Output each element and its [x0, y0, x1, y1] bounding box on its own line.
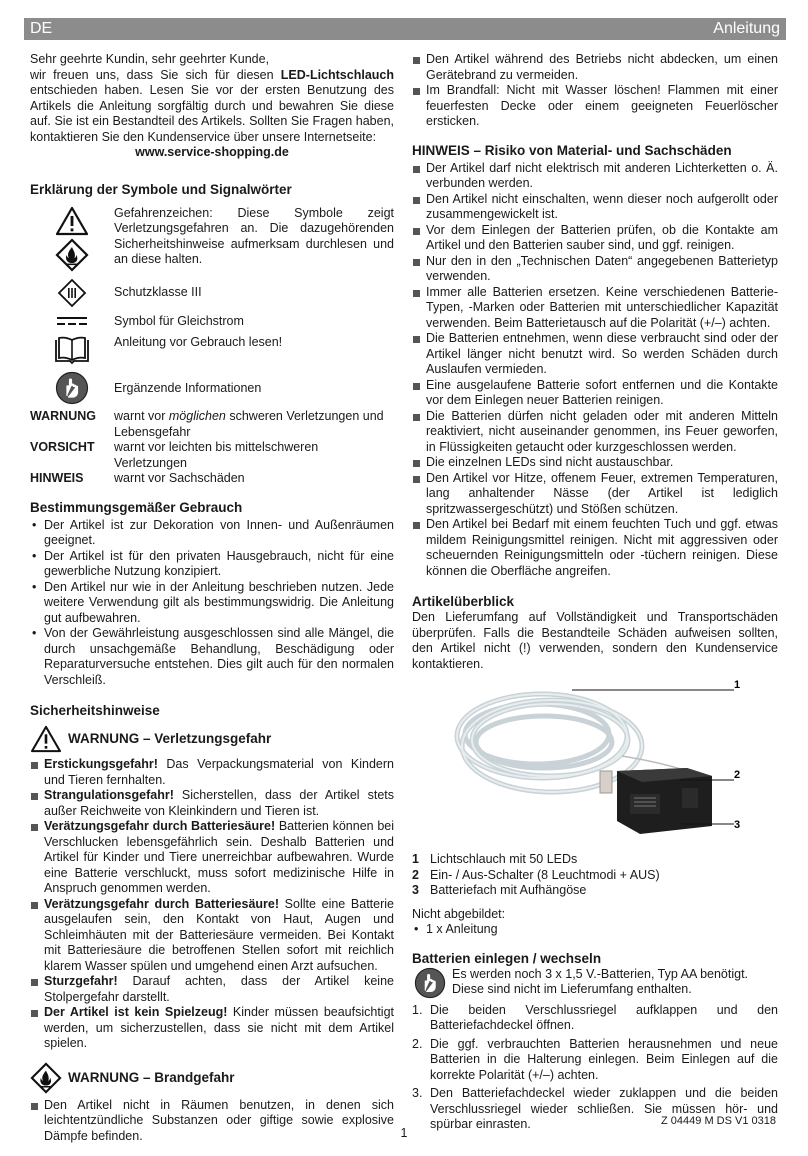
- product-name: LED-Lichtschlauch: [280, 67, 394, 82]
- symbols-heading: Erklärung der Symbole und Signalwörter: [30, 181, 292, 197]
- list-item: Den Artikel während des Betriebs nicht abdecken, um einen Gerätebrand zu vermeiden.: [412, 52, 778, 83]
- notice-list: [412, 161, 778, 580]
- list-item: Die einzelnen LEDs sind nicht austauschbar.: [412, 455, 778, 471]
- list-item: • Der Artikel ist für den privaten Hausgebrauch, nicht für eine gewerbliche Nutzung konzipiert.: [30, 549, 394, 580]
- list-item: Verätzungsgefahr durch Batteriesäure! Batterien können bei Verschlucken lebensgefährlich sein. Deshalb Batterien und Artikel für Kinder und Tiere unerreichbar aufbewahren. Wurde eine Batterie verschluckt, muss sofort medizinische Hilfe in Anspruch genommen werden.: [30, 819, 394, 897]
- signal-word-vorsicht: VORSICHT warnt vor leichten bis mittelschweren Verletzungen: [30, 440, 319, 470]
- warning-triangle-icon: [55, 206, 89, 236]
- intro-text: wir freuen uns, dass Sie sich für diesen LED-Lichtschlauch entschieden haben. Lesen Sie vor der ersten Benutzung des Artikels die Anleitung sorgfältig durch und bewahren Sie diese auf. Sie ist ein Bestandteil des Artikels. Sollten Sie Fragen haben, kontaktieren Sie den Kundenservice über unsere Internetseite:: [30, 67, 394, 144]
- battery-info: Es werden noch 3 x 1,5 V.-Batterien, Typ AA benötigt. Diese sind nicht im Lieferumfang enthalten.: [412, 967, 778, 999]
- list-item: Den Artikel vor Hitze, offenem Feuer, extremen Temperaturen, lang anhaltender Nässe (der Artikel ist lediglich spritzwassergeschützt) und Stößen schützen.: [412, 471, 778, 518]
- fire-hazard-icon: [30, 1062, 62, 1094]
- list-item: 1. Die beiden Verschlussriegel aufklappen und den Batteriefachdeckel öffnen.: [412, 1002, 778, 1032]
- symbol-text-hazard: Gefahrenzeichen: Diese Symbole zeigt Verletzungsgefahren an. Die dazugehörenden Sicherheitshinweise aufmerksam durchlesen und an diese halten.: [114, 205, 394, 266]
- symbol-row-info: [30, 371, 394, 405]
- legend-item: 3 Batteriefach mit Aufhängöse: [412, 883, 587, 897]
- list-item: Den Artikel nicht einschalten, wenn dieser noch aufgerollt oder zusammengewickelt ist.: [412, 192, 778, 223]
- page-header: [24, 18, 786, 40]
- product-image: [412, 676, 778, 846]
- page-number: 1: [400, 1126, 408, 1140]
- list-item: Die Batterien entnehmen, wenn diese verbraucht sind oder der Artikel länger nicht benutzt wird. So werden Schäden durch Auslaufen vermieden.: [412, 331, 778, 378]
- signal-word-hinweis: HINWEIS warnt vor Sachschäden: [30, 471, 245, 485]
- parts-legend: [412, 852, 778, 899]
- legend-item: 1 Lichtschlauch mit 50 LEDs: [412, 852, 578, 866]
- list-item: Den Artikel nicht in Räumen benutzen, in denen sich leichtentzündliche Substanzen oder giftige sowie explosive Dämpfe befinden.: [30, 1098, 394, 1145]
- symbol-row-dc: [30, 314, 394, 330]
- legend-item: 2 Ein- / Aus-Schalter (8 Leuchtmodi + AUS): [412, 867, 660, 882]
- header-title: Anleitung: [713, 20, 780, 37]
- symbol-row-protection: [30, 278, 394, 308]
- right-column: [412, 52, 778, 1133]
- language-label: DE: [30, 20, 53, 37]
- list-item: • Den Artikel nur wie in der Anleitung beschrieben nutzen. Jede weitere Verwendung gilt als bestimmungswidrig. Die Anleitung gut aufbewahren.: [30, 580, 394, 627]
- tube-connector: [600, 771, 612, 793]
- fire-hazard-icon: [55, 238, 89, 272]
- warning-fire-heading: WARNUNG – Brandgefahr: [30, 1062, 394, 1094]
- list-item: Eine ausgelaufene Batterie sofort entfernen und die Kontakte vor dem Einlegen neuer Batterien reinigen.: [412, 378, 778, 409]
- document-code: Z 04449 M DS V1 0318: [661, 1115, 776, 1127]
- list-item: Strangulationsgefahr! Sicherstellen, dass der Artikel stets außer Reichweite von Kleinkindern und Tieren ist.: [30, 788, 394, 819]
- read-manual-icon: [53, 335, 91, 365]
- list-item: • Der Artikel ist zur Dekoration von Innen- und Außenräumen geeignet.: [30, 518, 394, 549]
- list-item: Im Brandfall: Nicht mit Wasser löschen! Flammen mit einer feuerfesten Decke oder einem geeigneten Feuerlöscher ersticken.: [412, 83, 778, 130]
- list-item: Erstickungsgefahr! Das Verpackungsmaterial von Kindern und Tieren fernhalten.: [30, 757, 394, 788]
- symbol-text-manual: Anleitung vor Gebrauch lesen!: [114, 335, 283, 349]
- signal-word-warnung: WARNUNG warnt vor möglichen schweren Verletzungen und Lebensgefahr: [30, 409, 384, 439]
- not-shown-list: [412, 922, 778, 938]
- warning-triangle-icon: [30, 725, 62, 753]
- overview-heading: Artikelüberblick: [412, 594, 515, 609]
- direct-current-icon: [55, 314, 89, 328]
- list-item: Immer alle Batterien ersetzen. Keine verschiedenen Batterie-Typen, -Marken oder Batterien mit unterschiedlicher Kapazität verwenden. Beim Batterietausch auf die Polarität (+/–) achten.: [412, 285, 778, 332]
- warning-injury-heading: WARNUNG – Verletzungsgefahr: [30, 725, 394, 753]
- list-item: Vor dem Einlegen der Batterien prüfen, ob die Kontakte am Artikel und den Batterien sauber sind, und ggf. reinigen.: [412, 223, 778, 254]
- list-item: Der Artikel darf nicht elektrisch mit anderen Lichterketten o. Ä. verbunden werden.: [412, 161, 778, 192]
- website-link[interactable]: www.service-shopping.de: [135, 145, 289, 159]
- notice-heading: HINWEIS – Risiko von Material- und Sachschäden: [412, 142, 732, 158]
- led-tube-illustration: [412, 676, 778, 846]
- usage-heading: Bestimmungsgemäßer Gebrauch: [30, 499, 243, 515]
- fire-warnings-continued: [412, 52, 778, 130]
- list-item: Nur den in den „Technischen Daten“ angegebenen Batterietyp verwenden.: [412, 254, 778, 285]
- list-item: Die Batterien dürfen nicht geladen oder mit anderen Mitteln reaktiviert, nicht auseinander genommen, ins Feuer geworfen, in Flüssigkeiten getaucht oder kurzgeschlossen werden.: [412, 409, 778, 456]
- salutation: Sehr geehrte Kundin, sehr geehrter Kunde,: [30, 52, 270, 66]
- symbol-text-protection: Schutzklasse III: [114, 284, 202, 299]
- not-shown-label: Nicht abgebildet:: [412, 906, 506, 921]
- callout-1: 1: [734, 679, 741, 691]
- list-item: Der Artikel ist kein Spielzeug! Kinder müssen beaufsichtigt werden, um sicherzustellen, dass sie nicht mit dem Artikel spielen.: [30, 1005, 394, 1052]
- symbol-row-hazard: [30, 206, 394, 272]
- symbol-text-info: Ergänzende Informationen: [114, 381, 262, 395]
- battery-steps: [412, 1003, 778, 1133]
- callout-2: 2: [734, 769, 741, 781]
- protection-class-iii-icon: [57, 278, 87, 308]
- symbol-row-manual: [30, 335, 394, 365]
- batteries-heading: Batterien einlegen / wechseln: [412, 950, 602, 966]
- callout-3: 3: [734, 819, 741, 831]
- usage-list: [30, 518, 394, 689]
- list-item: Verätzungsgefahr durch Batteriesäure! Sollte eine Batterie ausgelaufen sein, den Kontakt von Haut, Augen und Schleimhäuten mit der Batteriesäure vermeiden. Bei Kontakt mit Batteriesäure die betroffenen Stellen sofort mit reichlich klarem Wasser spülen und umgehend einen Arzt aufsuchen.: [30, 897, 394, 975]
- symbol-text-dc: Symbol für Gleichstrom: [114, 313, 244, 328]
- injury-warnings-list: [30, 757, 394, 1052]
- overview-text: Den Lieferumfang auf Vollständigkeit und Transportschäden überprüfen. Falls die Bestandteile Schäden aufweisen sollten, den Artikel nicht (!) verwenden, sondern den Kundenservice kontaktieren.: [412, 610, 778, 671]
- list-item: 2. Die ggf. verbrauchten Batterien herausnehmen und neue Batterien in die Halterung einlegen. Beim Einlegen auf die korrekte Polarität (+/–) achten.: [412, 1036, 778, 1082]
- hand-info-icon: [55, 371, 89, 405]
- list-item: Den Artikel bei Bedarf mit einem feuchten Tuch und ggf. etwas mildem Reinigungsmittel reinigen. Nicht mit aggressiven oder scheuernden Reinigungsmitteln oder -tüchern reinigen. Diese können die Oberfläche angreifen.: [412, 517, 778, 579]
- list-item: • Von der Gewährleistung ausgeschlossen sind alle Mängel, die durch unsachgemäße Behandlung, Beschädigung oder Reparaturversuche entstehen. Dies gilt auch für den normalen Verschleiß.: [30, 626, 394, 688]
- hand-info-icon: [412, 967, 448, 999]
- list-item: 3. Den Batteriefachdeckel wieder zuklappen und die beiden Verschlussriegel wieder schließen. Sie müssen hör- und spürbar einrasten.: [412, 1086, 778, 1131]
- list-item: • 1 x Anleitung: [412, 922, 778, 938]
- list-item: Sturzgefahr! Darauf achten, dass der Artikel keine Stolpergefahr darstellt.: [30, 974, 394, 1005]
- left-column: [30, 52, 394, 1144]
- safety-heading: Sicherheitshinweise: [30, 703, 160, 718]
